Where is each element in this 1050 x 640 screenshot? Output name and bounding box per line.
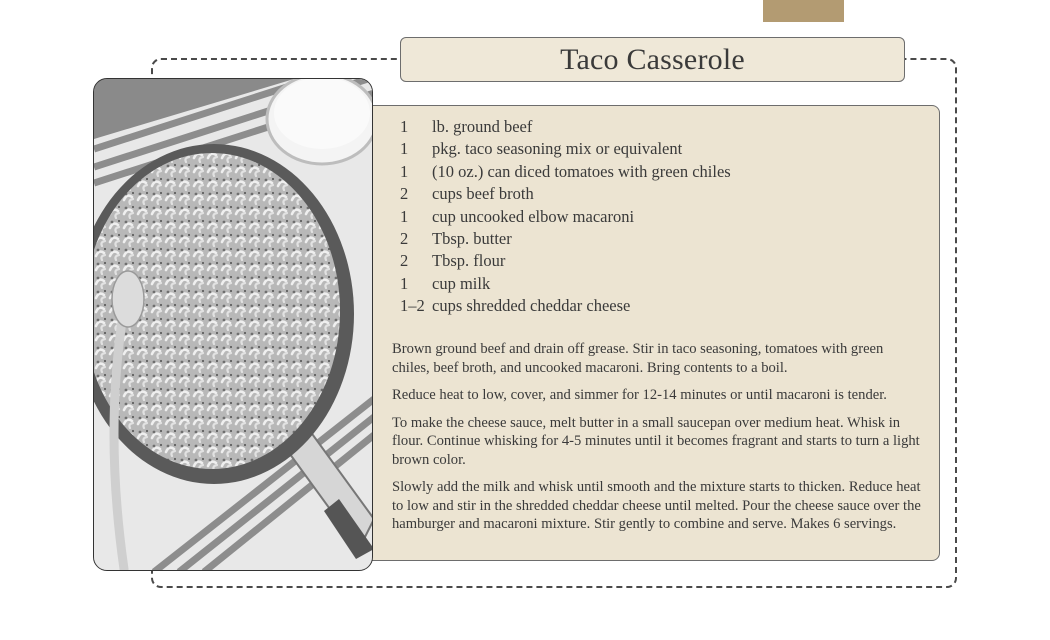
recipe-photo: [93, 78, 373, 571]
ingredient-item: pkg. taco seasoning mix or equivalent: [432, 139, 683, 159]
ingredient-item: cups beef broth: [432, 184, 534, 204]
ingredient-qty: 2: [400, 229, 409, 249]
recipe-title: Taco Casserole: [560, 42, 745, 76]
casserole-skillet-photo-icon: [94, 79, 373, 571]
ingredient-row: [400, 161, 920, 183]
ingredient-item: Tbsp. flour: [432, 251, 506, 271]
title-banner: [400, 37, 905, 82]
ingredient-item: cup milk: [432, 273, 491, 293]
ingredient-qty: 1: [400, 206, 409, 226]
direction-step: To make the cheese sauce, melt butter in a small saucepan over medium heat. Whisk in flour. Continue whisking for 4-5 minutes until it becomes fragrant and starts to turn a light brown color.: [392, 414, 920, 468]
ingredient-qty: 2: [400, 184, 409, 204]
ingredient-qty: 1: [400, 273, 409, 293]
ingredient-item: (10 oz.) can diced tomatoes with green chiles: [432, 161, 731, 181]
ingredient-qty: 1: [400, 117, 409, 136]
ingredient-qty: 2: [400, 251, 409, 271]
ingredient-qty: 1: [400, 139, 409, 159]
ingredient-row: [400, 116, 920, 138]
ingredient-qty: 1–2: [400, 296, 425, 316]
ingredient-row: [400, 295, 920, 317]
direction-step: Slowly add the milk and whisk until smooth and the mixture starts to thicken. Reduce heat to low and stir in the shredded cheddar cheese until melted. Pour the cheese sauce over the hamburger and macaroni mixture. Stir gently to combine and serve. Makes 6 servings.: [392, 479, 921, 532]
ingredient-row: [400, 206, 920, 228]
ingredient-list: [400, 116, 920, 318]
direction-step: Brown ground beef and drain off grease. Stir in taco seasoning, tomatoes with green chiles, beef broth, and uncooked macaroni. Bring contents to a boil.: [392, 341, 884, 376]
ingredient-item: lb. ground beef: [432, 117, 533, 136]
ingredient-row: [400, 250, 920, 272]
accent-tab: [763, 0, 844, 22]
directions: [392, 340, 922, 543]
ingredient-row: [400, 183, 920, 205]
ingredient-item: Tbsp. butter: [432, 229, 512, 249]
ingredient-item: cups shredded cheddar cheese: [432, 296, 631, 316]
direction-step: Reduce heat to low, cover, and simmer for 12-14 minutes or until macaroni is tender.: [392, 387, 887, 403]
ingredient-item: cup uncooked elbow macaroni: [432, 206, 635, 226]
ingredient-row: [400, 138, 920, 160]
ingredient-qty: 1: [400, 161, 409, 181]
ingredient-row: [400, 273, 920, 295]
ingredient-row: [400, 228, 920, 250]
